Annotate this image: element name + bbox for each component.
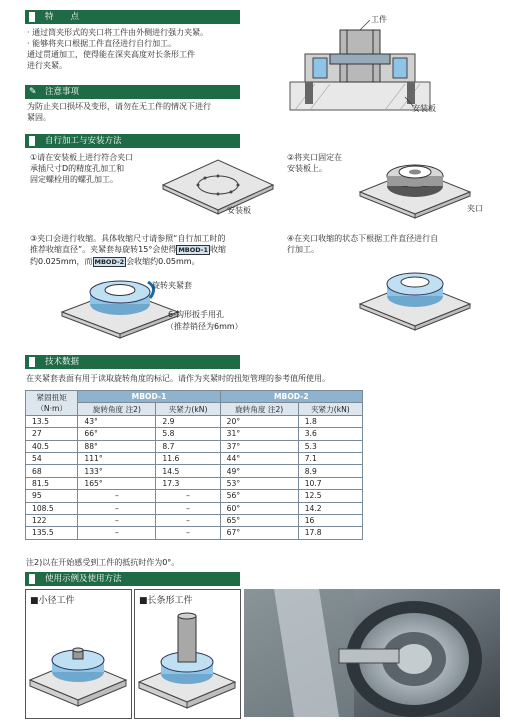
features-text: · 通过筒夹形式的夹口将工件由外侧进行强力夹紧。 · 能够将夹口根据工件直径进行自行加工。 通过贯通加工，使得能在深夹高度对长条形工件 进行夹紧。 [27,28,209,70]
col-torque: 紧固扭矩 （N·m） [26,391,78,416]
table-row: 27 66° 5.8 31° 3.6 [26,428,363,440]
lathe-photo [244,589,500,717]
col-group-mbod2: MBOD-2 [220,391,362,403]
table-row: 68 133° 14.5 49° 8.9 [26,465,363,477]
table-row: 13.5 43° 2.9 20° 1.8 [26,415,363,427]
tag-mbod-1: MBOD-1 [178,246,209,254]
table-row: 40.5 88° 8.7 37° 5.3 [26,440,363,452]
mounting-plate-illustration [158,150,278,215]
label-mounting-plate: 安装板 [227,206,251,215]
col-group-mbod1: MBOD-1 [78,391,220,403]
col-force-2: 夹紧力(kN) [298,403,362,415]
table-row: 81.5 165° 17.3 53° 10.7 [26,477,363,489]
col-angle-2: 旋转角度 注2) [220,403,298,415]
col-angle-1: 旋转角度 注2) [78,403,156,415]
label-mounting-plate-top: 安装板 [412,104,436,113]
step4-text: ④在夹口收缩的状态下根据工件直径进行自 行加工。 [287,234,439,254]
section-header-usage: 使用示例及使用方法 [25,572,240,586]
cautions-text: 为防止夹口损坏及变形，请勿在无工件的情况下进行 紧固。 [27,102,211,122]
machined-collet-illustration [355,262,475,332]
section-header-cautions: ✎ 注意事项 [25,85,240,99]
col-force-1: 夹紧力(kN) [156,403,220,415]
table-row: 95 – – 56° 12.5 [26,490,363,502]
step1-text: ①请在安装板上进行符合夹口 承插尺寸D的精度孔加工和 固定螺栓用的螺孔加工。 [30,153,134,184]
specs-note: 注2)以在开始感受到工件的抵抗时作为0°。 [26,558,180,567]
label-rotate-sleeve: 旋转夹紧套 [152,281,192,290]
table-row: 135.5 – – 67° 17.8 [26,527,363,539]
specs-intro: 在夹紧套表面有用于读取旋转角度的标记。请作为夹紧时的扭矩管理的参考值所使用。 [26,374,330,383]
section-header-specs: 技术数据 [25,355,240,369]
table-row: 54 111° 11.6 44° 7.1 [26,452,363,464]
usage-panel-long: ■长条形工件 [134,589,241,719]
small-workpiece-illustration [28,630,128,710]
collet-section-diagram [285,12,435,117]
step2-text: ②将夹口固定在 安装板上。 [287,153,343,173]
section-header-process: 自行加工与安装方法 [25,134,240,148]
section-header-features: 特 点 [25,10,240,24]
label-workpiece: 工件 [371,15,387,24]
label-collet: 夹口 [467,204,483,213]
torque-spec-table [25,390,363,540]
table-row: 108.5 – – 60° 14.2 [26,502,363,514]
long-workpiece-illustration [137,608,237,714]
label-pin-diameter: （推荐销径为6mm） [166,322,243,331]
step3-text: ③夹口会进行收缩。具体收缩尺寸请参照“自行加工时的 推荐收缩直径”。夹紧套每旋转15°会使得 MBOD-1 收缩 约0.025mm，而 MBOD-2 会收缩约0.05mm。 [30,234,227,266]
table-row: 122 – – 65° 16 [26,514,363,526]
usage-panel-small: ■小径工件 [25,589,132,719]
collet-on-plate-illustration [355,150,475,220]
label-wrench-hole: 6-钩形扳手用孔 [168,310,224,319]
tag-mbod-2: MBOD-2 [94,258,125,266]
